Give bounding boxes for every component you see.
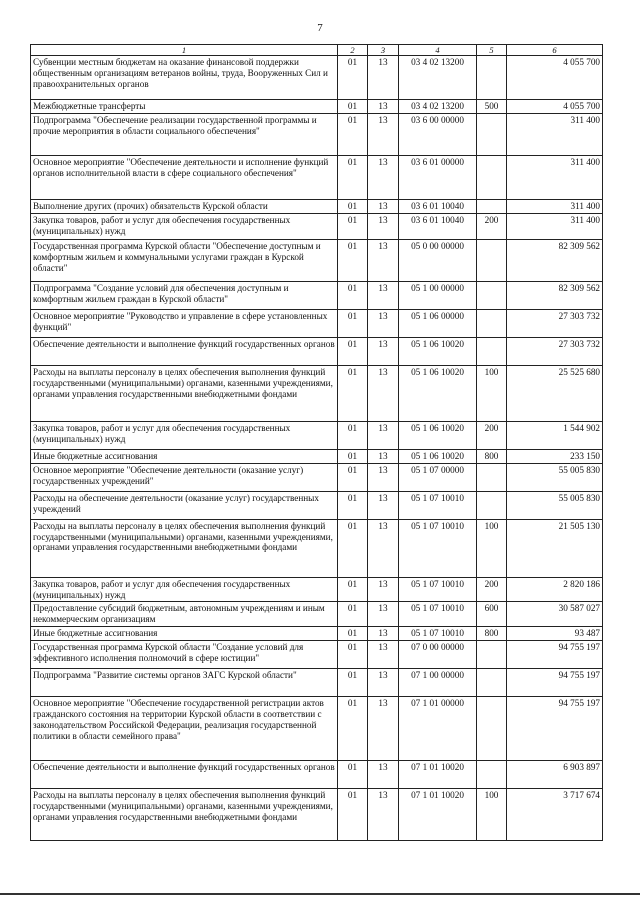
row-target-article-cell: 05 1 07 10010: [399, 519, 477, 577]
header-col-5: 5: [477, 45, 507, 56]
row-subsection-cell: 13: [368, 627, 399, 641]
table-row: [31, 239, 603, 281]
row-target-article-cell: 07 1 00 00000: [399, 669, 477, 697]
row-subsection-cell: 13: [368, 491, 399, 519]
table-row: [31, 697, 603, 761]
row-amount-cell: 311 400: [507, 114, 603, 156]
row-section-cell: 01: [338, 519, 368, 577]
row-amount-cell: 3 717 674: [507, 789, 603, 841]
row-name-cell: Государственная программа Курской области "Создание условий для эффективного исполнения полномочий в сфере юстиции": [31, 641, 338, 669]
row-target-article-cell: 03 4 02 13200: [399, 100, 477, 114]
row-target-article-cell: 05 1 00 00000: [399, 281, 477, 309]
table-row: [31, 56, 603, 100]
row-name-cell: Предоставление субсидий бюджетным, автономным учреждениям и иным некоммерческим организациям: [31, 602, 338, 627]
row-expense-type-cell: [477, 463, 507, 491]
table-row: [31, 114, 603, 156]
row-subsection-cell: 13: [368, 421, 399, 449]
row-subsection-cell: 13: [368, 641, 399, 669]
table-row: [31, 669, 603, 697]
row-name-cell: Расходы на выплаты персоналу в целях обеспечения выполнения функций государственными (муниципальными) органами, казенными учреждениями, органами управления государственными внебюджетными фондами: [31, 519, 338, 577]
row-subsection-cell: 13: [368, 56, 399, 100]
row-target-article-cell: 05 1 06 10020: [399, 365, 477, 421]
row-subsection-cell: 13: [368, 789, 399, 841]
header-col-2: 2: [338, 45, 368, 56]
table-row: [31, 641, 603, 669]
row-amount-cell: 55 005 830: [507, 491, 603, 519]
table-header: [31, 45, 603, 56]
row-name-cell: Основное мероприятие "Обеспечение деятельности и исполнение функций органов исполнительной власти в сфере социального обеспечения": [31, 156, 338, 200]
row-target-article-cell: 05 1 06 00000: [399, 309, 477, 337]
row-name-cell: Выполнение других (прочих) обязательств Курской области: [31, 200, 338, 214]
row-amount-cell: 311 400: [507, 213, 603, 239]
row-amount-cell: 30 587 027: [507, 602, 603, 627]
row-name-cell: Закупка товаров, работ и услуг для обеспечения государственных (муниципальных) нужд: [31, 577, 338, 602]
row-target-article-cell: 07 1 01 10020: [399, 761, 477, 789]
row-name-cell: Основное мероприятие "Обеспечение деятельности (оказание услуг) государственных учреждений": [31, 463, 338, 491]
row-section-cell: 01: [338, 449, 368, 463]
table-row: [31, 337, 603, 365]
table-row: [31, 200, 603, 214]
row-amount-cell: 311 400: [507, 200, 603, 214]
row-amount-cell: 4 055 700: [507, 100, 603, 114]
row-name-cell: Иные бюджетные ассигнования: [31, 449, 338, 463]
row-name-cell: Основное мероприятие "Руководство и управление в сфере установленных функций": [31, 309, 338, 337]
row-target-article-cell: 05 0 00 00000: [399, 239, 477, 281]
row-expense-type-cell: 800: [477, 627, 507, 641]
budget-table: [30, 44, 603, 841]
row-amount-cell: 6 903 897: [507, 761, 603, 789]
row-subsection-cell: 13: [368, 156, 399, 200]
row-section-cell: 01: [338, 56, 368, 100]
row-expense-type-cell: [477, 200, 507, 214]
row-target-article-cell: 05 1 07 10010: [399, 602, 477, 627]
row-name-cell: Расходы на выплаты персоналу в целях обеспечения выполнения функций государственными (муниципальными) органами, казенными учреждениями, органами управления государственными внебюджетными фондами: [31, 365, 338, 421]
row-name-cell: Межбюджетные трансферты: [31, 100, 338, 114]
row-amount-cell: 27 303 732: [507, 337, 603, 365]
row-target-article-cell: 03 4 02 13200: [399, 56, 477, 100]
page-bottom-rule: [0, 893, 640, 895]
row-target-article-cell: 05 1 06 10020: [399, 421, 477, 449]
row-section-cell: 01: [338, 100, 368, 114]
row-section-cell: 01: [338, 239, 368, 281]
row-subsection-cell: 13: [368, 337, 399, 365]
row-section-cell: 01: [338, 627, 368, 641]
row-amount-cell: 1 544 902: [507, 421, 603, 449]
row-name-cell: Подпрограмма "Развитие системы органов ЗАГС Курской области": [31, 669, 338, 697]
row-subsection-cell: 13: [368, 114, 399, 156]
row-name-cell: Подпрограмма "Создание условий для обеспечения доступным и комфортным жильем граждан в Курской области": [31, 281, 338, 309]
row-expense-type-cell: [477, 761, 507, 789]
row-expense-type-cell: [477, 114, 507, 156]
table-row: [31, 156, 603, 200]
table-row: [31, 281, 603, 309]
row-expense-type-cell: 200: [477, 213, 507, 239]
row-subsection-cell: 13: [368, 449, 399, 463]
row-section-cell: 01: [338, 337, 368, 365]
row-target-article-cell: 07 0 00 00000: [399, 641, 477, 669]
row-section-cell: 01: [338, 602, 368, 627]
row-expense-type-cell: [477, 239, 507, 281]
row-amount-cell: 311 400: [507, 156, 603, 200]
row-subsection-cell: 13: [368, 100, 399, 114]
table-row: [31, 761, 603, 789]
row-subsection-cell: 13: [368, 200, 399, 214]
row-amount-cell: 55 005 830: [507, 463, 603, 491]
row-amount-cell: 4 055 700: [507, 56, 603, 100]
row-name-cell: Обеспечение деятельности и выполнение функций государственных органов: [31, 337, 338, 365]
table-body: [31, 56, 603, 841]
row-amount-cell: 233 150: [507, 449, 603, 463]
row-section-cell: 01: [338, 491, 368, 519]
row-name-cell: Закупка товаров, работ и услуг для обеспечения государственных (муниципальных) нужд: [31, 213, 338, 239]
row-subsection-cell: 13: [368, 239, 399, 281]
table-row: [31, 789, 603, 841]
row-name-cell: Государственная программа Курской области "Обеспечение доступным и комфортным жильем и коммунальными услугами граждан в Курской области": [31, 239, 338, 281]
page-number: 7: [317, 22, 323, 34]
row-target-article-cell: 05 1 07 10010: [399, 627, 477, 641]
row-section-cell: 01: [338, 114, 368, 156]
row-expense-type-cell: 100: [477, 789, 507, 841]
row-subsection-cell: 13: [368, 309, 399, 337]
header-col-4: 4: [399, 45, 477, 56]
row-expense-type-cell: [477, 337, 507, 365]
row-amount-cell: 2 820 186: [507, 577, 603, 602]
row-expense-type-cell: 200: [477, 421, 507, 449]
row-expense-type-cell: [477, 56, 507, 100]
table-row: [31, 421, 603, 449]
row-expense-type-cell: 200: [477, 577, 507, 602]
row-amount-cell: 93 487: [507, 627, 603, 641]
row-section-cell: 01: [338, 789, 368, 841]
row-expense-type-cell: 600: [477, 602, 507, 627]
row-name-cell: Обеспечение деятельности и выполнение функций государственных органов: [31, 761, 338, 789]
row-section-cell: 01: [338, 421, 368, 449]
row-section-cell: 01: [338, 641, 368, 669]
table-row: [31, 602, 603, 627]
row-section-cell: 01: [338, 577, 368, 602]
row-target-article-cell: 05 1 06 10020: [399, 337, 477, 365]
row-section-cell: 01: [338, 309, 368, 337]
row-amount-cell: 94 755 197: [507, 669, 603, 697]
row-name-cell: Иные бюджетные ассигнования: [31, 627, 338, 641]
row-subsection-cell: 13: [368, 669, 399, 697]
row-section-cell: 01: [338, 200, 368, 214]
row-section-cell: 01: [338, 697, 368, 761]
row-target-article-cell: 03 6 01 10040: [399, 200, 477, 214]
table-row: [31, 365, 603, 421]
table-row: [31, 519, 603, 577]
row-section-cell: 01: [338, 463, 368, 491]
row-amount-cell: 27 303 732: [507, 309, 603, 337]
row-subsection-cell: 13: [368, 602, 399, 627]
table-row: [31, 309, 603, 337]
row-expense-type-cell: [477, 491, 507, 519]
row-target-article-cell: 03 6 01 10040: [399, 213, 477, 239]
row-expense-type-cell: 100: [477, 365, 507, 421]
row-expense-type-cell: [477, 669, 507, 697]
header-col-3: 3: [368, 45, 399, 56]
row-subsection-cell: 13: [368, 463, 399, 491]
table-row: [31, 577, 603, 602]
table-row: [31, 213, 603, 239]
row-subsection-cell: 13: [368, 577, 399, 602]
row-expense-type-cell: [477, 309, 507, 337]
header-col-6: 6: [507, 45, 603, 56]
row-section-cell: 01: [338, 156, 368, 200]
table-row: [31, 100, 603, 114]
row-section-cell: 01: [338, 761, 368, 789]
row-amount-cell: 94 755 197: [507, 641, 603, 669]
row-expense-type-cell: 500: [477, 100, 507, 114]
row-subsection-cell: 13: [368, 761, 399, 789]
row-subsection-cell: 13: [368, 213, 399, 239]
row-target-article-cell: 05 1 07 10010: [399, 577, 477, 602]
row-expense-type-cell: [477, 156, 507, 200]
row-name-cell: Субвенции местным бюджетам на оказание финансовой поддержки общественным организациям ветеранов войны, труда, Вооруженных Сил и правоохранительных органов: [31, 56, 338, 100]
row-amount-cell: 82 309 562: [507, 239, 603, 281]
table-row: [31, 449, 603, 463]
row-target-article-cell: 05 1 07 10010: [399, 491, 477, 519]
row-expense-type-cell: [477, 641, 507, 669]
table-row: [31, 491, 603, 519]
row-target-article-cell: 05 1 07 00000: [399, 463, 477, 491]
row-target-article-cell: 03 6 00 00000: [399, 114, 477, 156]
table-row: [31, 463, 603, 491]
row-name-cell: Расходы на выплаты персоналу в целях обеспечения выполнения функций государственными (муниципальными) органами, казенными учреждениями, органами управления государственными внебюджетными фондами: [31, 789, 338, 841]
row-expense-type-cell: [477, 697, 507, 761]
row-target-article-cell: 07 1 01 10020: [399, 789, 477, 841]
row-amount-cell: 25 525 680: [507, 365, 603, 421]
row-amount-cell: 82 309 562: [507, 281, 603, 309]
header-row: [31, 45, 603, 56]
row-subsection-cell: 13: [368, 519, 399, 577]
row-amount-cell: 21 505 130: [507, 519, 603, 577]
row-section-cell: 01: [338, 365, 368, 421]
row-section-cell: 01: [338, 669, 368, 697]
row-target-article-cell: 03 6 01 00000: [399, 156, 477, 200]
row-subsection-cell: 13: [368, 697, 399, 761]
row-expense-type-cell: 800: [477, 449, 507, 463]
row-name-cell: Основное мероприятие "Обеспечение государственной регистрации актов гражданского состояния на территории Курской области в соответствии с законодательством Российской Федерации, реализация государственной политики в области семейного права": [31, 697, 338, 761]
row-subsection-cell: 13: [368, 365, 399, 421]
row-expense-type-cell: [477, 281, 507, 309]
row-target-article-cell: 05 1 06 10020: [399, 449, 477, 463]
row-expense-type-cell: 100: [477, 519, 507, 577]
row-name-cell: Расходы на обеспечение деятельности (оказание услуг) государственных учреждений: [31, 491, 338, 519]
row-name-cell: Закупка товаров, работ и услуг для обеспечения государственных (муниципальных) нужд: [31, 421, 338, 449]
header-col-1: 1: [31, 45, 338, 56]
row-amount-cell: 94 755 197: [507, 697, 603, 761]
row-section-cell: 01: [338, 213, 368, 239]
row-section-cell: 01: [338, 281, 368, 309]
row-target-article-cell: 07 1 01 00000: [399, 697, 477, 761]
table-row: [31, 627, 603, 641]
row-subsection-cell: 13: [368, 281, 399, 309]
row-name-cell: Подпрограмма "Обеспечение реализации государственной программы и прочие мероприятия в области социального обеспечения": [31, 114, 338, 156]
